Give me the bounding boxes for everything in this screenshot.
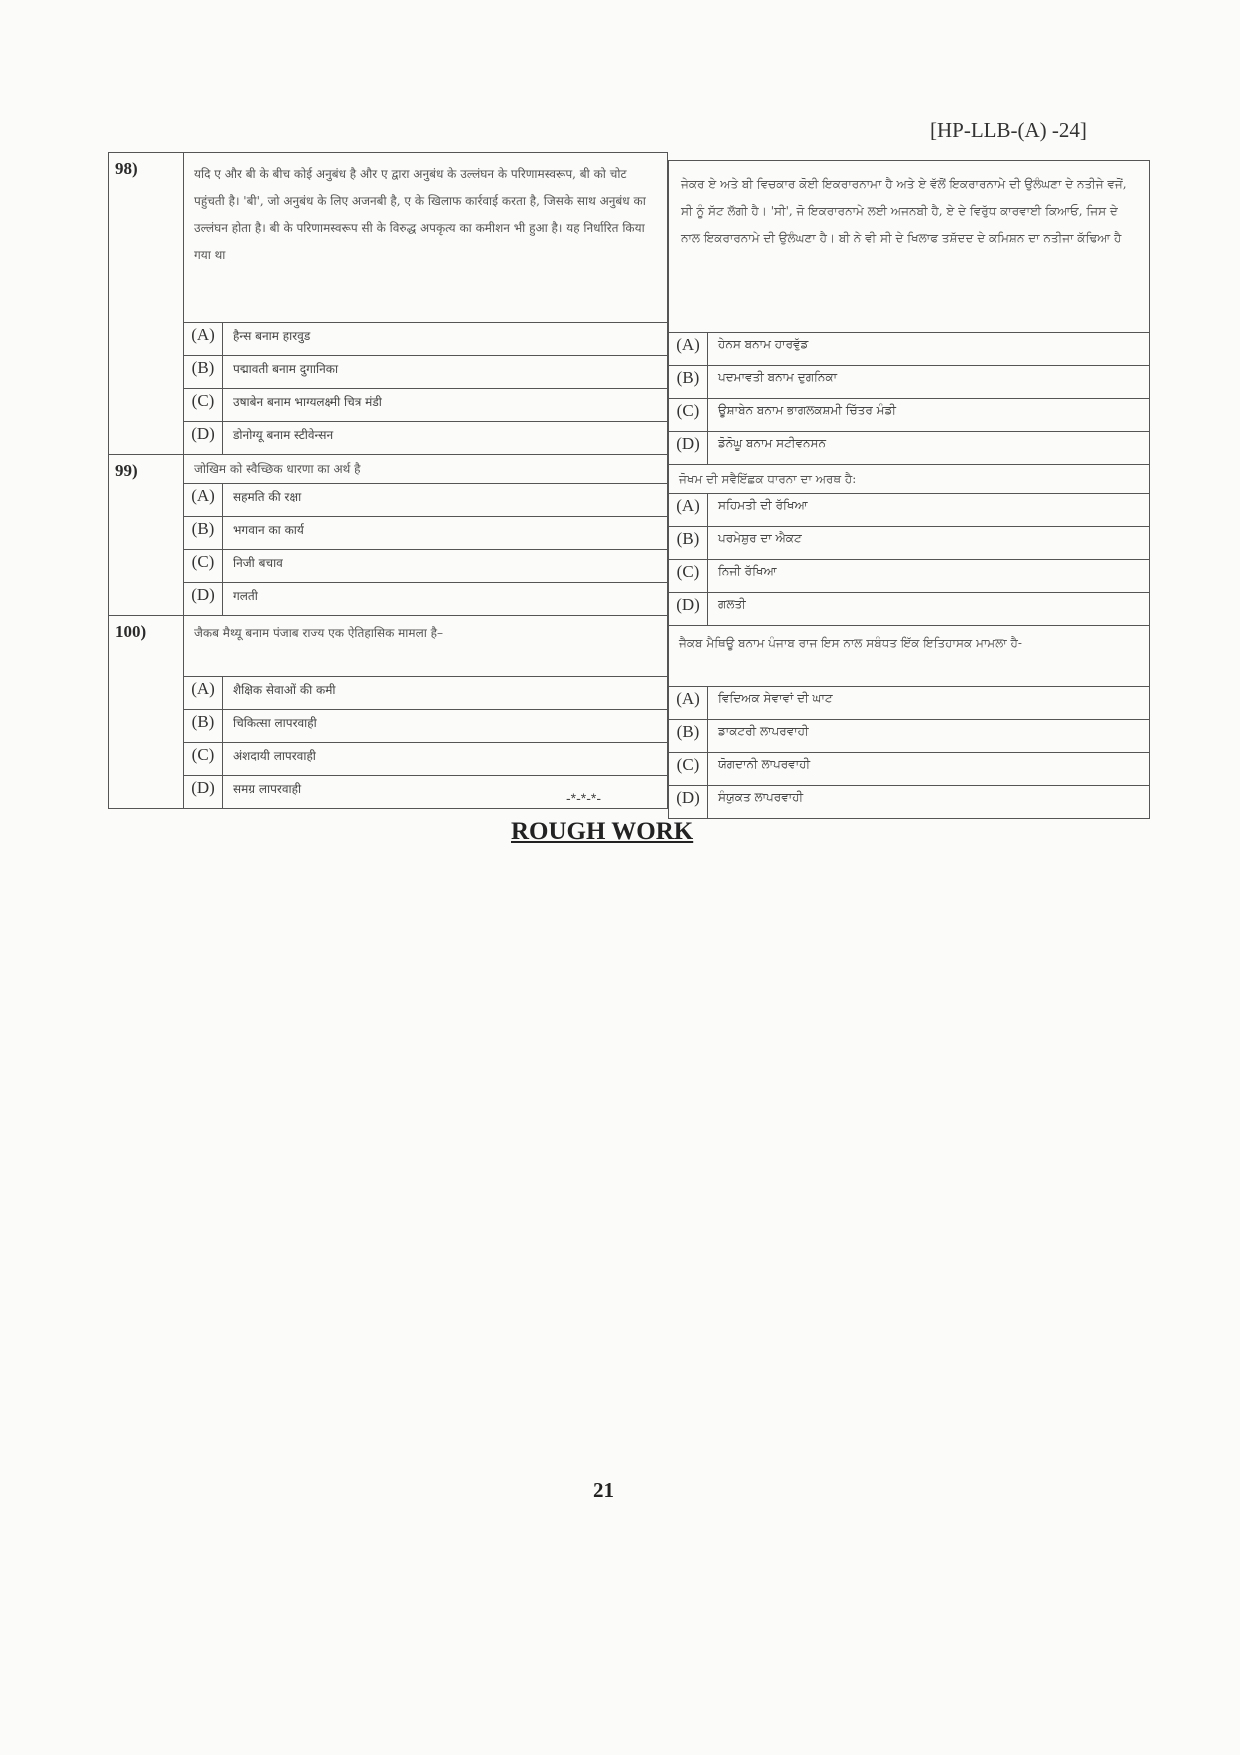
option-label: (A) xyxy=(184,484,223,517)
option-text-hindi: चिकित्सा लापरवाही xyxy=(223,710,668,743)
option-label: (C) xyxy=(184,743,223,776)
option-label: (C) xyxy=(184,389,223,422)
option-text-punjabi: ਗਲਤੀ xyxy=(708,593,1150,626)
option-text-punjabi: ਊਸ਼ਾਬੇਨ ਬਨਾਮ ਭਾਗਲਕਸ਼ਮੀ ਚਿੱਤਰ ਮੰਡੀ xyxy=(708,399,1150,432)
option-text-hindi: सहमति की रक्षा xyxy=(223,484,668,517)
option-label: (B) xyxy=(669,720,708,753)
option-text-hindi: डोनोग्यू बनाम स्टीवेन्सन xyxy=(223,422,668,455)
option-label: (C) xyxy=(669,560,708,593)
option-label: (B) xyxy=(184,710,223,743)
option-text-punjabi: ਪਰਮੇਸ਼ੁਰ ਦਾ ਐਕਟ xyxy=(708,527,1150,560)
paper-code: [HP-LLB-(A) -24] xyxy=(930,118,1087,142)
option-label: (D) xyxy=(669,593,708,626)
hindi-question-table xyxy=(108,152,668,809)
option-text-hindi: अंशदायी लापरवाही xyxy=(223,743,668,776)
option-label: (A) xyxy=(669,494,708,527)
option-text-punjabi: ਡੋਨੋਘੂ ਬਨਾਮ ਸਟੀਵਨਸਨ xyxy=(708,432,1150,465)
question-number: 99) xyxy=(109,455,184,616)
option-label: (D) xyxy=(184,422,223,455)
option-label: (D) xyxy=(184,776,223,809)
option-label: (C) xyxy=(184,550,223,583)
option-text-punjabi: ਡਾਕਟਰੀ ਲਾਪਰਵਾਹੀ xyxy=(708,720,1150,753)
option-label: (C) xyxy=(669,399,708,432)
rough-work-heading: ROUGH WORK xyxy=(511,818,694,845)
page-number: 21 xyxy=(593,1478,614,1502)
end-separator: -*-*-*- xyxy=(566,790,601,806)
option-text-punjabi: ਯੋਗਦਾਨੀ ਲਾਪਰਵਾਹੀ xyxy=(708,753,1150,786)
option-label: (D) xyxy=(669,786,708,819)
option-text-punjabi: ਸਹਿਮਤੀ ਦੀ ਰੱਖਿਆ xyxy=(708,494,1150,527)
option-label: (C) xyxy=(669,753,708,786)
question-text-hindi: जैकब मैथ्यू बनाम पंजाब राज्य एक ऐतिहासिक मामला है– xyxy=(184,616,668,677)
option-label: (A) xyxy=(669,687,708,720)
question-text-hindi: यदि ए और बी के बीच कोई अनुबंध है और ए द्वारा अनुबंध के उल्लंघन के परिणामस्वरूप, बी को चोट पहुंचती है। 'बी', जो अनुबंध के लिए अजनबी है, ए के खिलाफ कार्रवाई करता है, जिसके साथ अनुबंध का उल्लंघन होता है। बी के परिणामस्वरूप सी के विरुद्ध अपकृत्य का कमीशन भी हुआ है। यह निर्धारित किया गया था xyxy=(184,153,668,323)
option-label: (A) xyxy=(184,677,223,710)
option-text-hindi: पद्मावती बनाम दुगानिका xyxy=(223,356,668,389)
option-text-punjabi: ਹੇਨਸ ਬਨਾਮ ਹਾਰਵੁੱਡ xyxy=(708,333,1150,366)
option-text-punjabi: ਨਿਜੀ ਰੱਖਿਆ xyxy=(708,560,1150,593)
option-text-hindi: भगवान का कार्य xyxy=(223,517,668,550)
option-label: (D) xyxy=(184,583,223,616)
option-label: (D) xyxy=(669,432,708,465)
option-label: (A) xyxy=(669,333,708,366)
option-text-punjabi: ਪਦਮਾਵਤੀ ਬਨਾਮ ਦੁਗਨਿਕਾ xyxy=(708,366,1150,399)
punjabi-question-table xyxy=(668,160,1150,819)
question-text-punjabi: ਜੋਖਮ ਦੀ ਸਵੈਇੱਛਕ ਧਾਰਨਾ ਦਾ ਅਰਥ ਹੈ: xyxy=(669,465,1150,494)
option-text-punjabi: ਵਿਦਿਅਕ ਸੇਵਾਵਾਂ ਦੀ ਘਾਟ xyxy=(708,687,1150,720)
option-text-hindi: समग्र लापरवाही xyxy=(223,776,668,809)
question-text-hindi: जोखिम को स्वैच्छिक धारणा का अर्थ है xyxy=(184,455,668,484)
option-text-punjabi: ਸੰਯੁਕਤ ਲਾਪਰਵਾਹੀ xyxy=(708,786,1150,819)
option-text-hindi: गलती xyxy=(223,583,668,616)
question-text-punjabi: ਜੈਕਬ ਮੈਥਿਊ ਬਨਾਮ ਪੰਜਾਬ ਰਾਜ ਇਸ ਨਾਲ ਸਬੰਧਤ ਇੱਕ ਇਤਿਹਾਸਕ ਮਾਮਲਾ ਹੈ- xyxy=(669,626,1150,687)
option-text-hindi: निजी बचाव xyxy=(223,550,668,583)
option-label: (B) xyxy=(669,366,708,399)
question-text-punjabi: ਜੇਕਰ ਏ ਅਤੇ ਬੀ ਵਿਚਕਾਰ ਕੋਈ ਇਕਰਾਰਨਾਮਾ ਹੈ ਅਤੇ ਏ ਵੱਲੋਂ ਇਕਰਾਰਨਾਮੇ ਦੀ ਉਲੰਘਣਾ ਦੇ ਨਤੀਜੇ ਵਜੋਂ, ਸੀ ਨੂੰ ਸੱਟ ਲੱਗੀ ਹੈ। 'ਸੀ', ਜੋ ਇਕਰਾਰਨਾਮੇ ਲਈ ਅਜਨਬੀ ਹੈ, ਏ ਦੇ ਵਿਰੁੱਧ ਕਾਰਵਾਈ ਕਿਆਓ, ਜਿਸ ਦੇ ਨਾਲ ਇਕਰਾਰਨਾਮੇ ਦੀ ਉਲੰਘਣਾ ਹੈ। ਬੀ ਨੇ ਵੀ ਸੀ ਦੇ ਖਿਲਾਫ ਤਸ਼ੱਦਦ ਦੇ ਕਮਿਸ਼ਨ ਦਾ ਨਤੀਜਾ ਕੱਢਿਆ ਹੈ xyxy=(669,161,1150,333)
option-label: (A) xyxy=(184,323,223,356)
question-number: 98) xyxy=(109,153,184,455)
option-label: (B) xyxy=(184,356,223,389)
question-number: 100) xyxy=(109,616,184,809)
option-text-hindi: उषाबेन बनाम भाग्यलक्ष्मी चित्र मंडी xyxy=(223,389,668,422)
option-text-hindi: शैक्षिक सेवाओं की कमी xyxy=(223,677,668,710)
option-text-hindi: हैन्स बनाम हारवुड xyxy=(223,323,668,356)
option-label: (B) xyxy=(184,517,223,550)
option-label: (B) xyxy=(669,527,708,560)
